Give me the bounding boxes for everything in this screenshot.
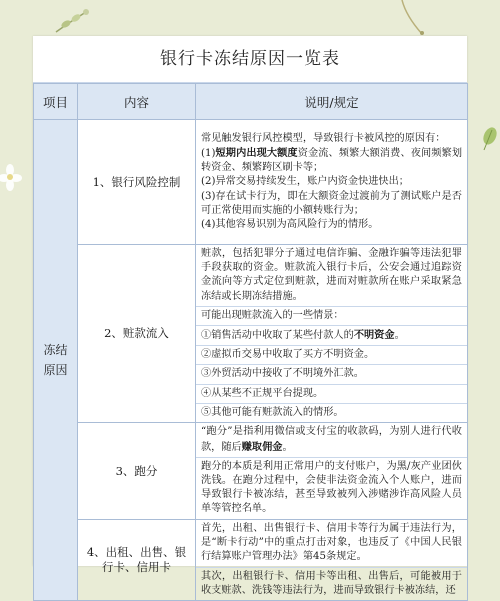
- desc-intro: 常见触发银行风控模型，导致银行卡被风控的原因有：: [201, 132, 446, 144]
- header-content: 内容: [78, 84, 196, 120]
- flower-decoration-left-icon: [0, 162, 24, 192]
- item-running-points: 3、跑分: [78, 423, 196, 520]
- desc-point: (4)其他容易识别为高风险行为的情形。: [201, 219, 379, 230]
- item-stolen-money-inflow: 2、赃款流入: [78, 245, 196, 423]
- category-label-line1: 冻结: [43, 343, 68, 358]
- header-project: 项目: [34, 84, 78, 120]
- desc-point: ③外贸活动中接收了不明境外汇款。: [201, 368, 364, 380]
- item-rent-sell-cards: 4、出租、出售、银行卡、信用卡: [78, 520, 196, 601]
- desc-point: ⑤其他可能有赃款流入的情形。: [201, 406, 344, 418]
- leaf-decoration-right-icon: [478, 126, 500, 152]
- desc-point: ②虚拟币交易中收取了买方不明资金。: [201, 349, 375, 361]
- desc-point: (2)异常交易持续发生，账户内资金快进快出；: [201, 176, 409, 188]
- header-description: 说明/规定: [196, 84, 468, 120]
- table-header-row: [34, 84, 468, 120]
- desc-point: (1)短期内出现大额度资金流、频繁大额消费、夜间频繁划转资金、频繁跨区刷卡等；: [201, 146, 463, 174]
- reasons-table: [33, 83, 468, 601]
- desc-paragraph: 其次，出租银行卡、信用卡等出租、出售后，可能被用于收支赃款、洗钱等违法行为，进而导致银行卡被冻结，还: [201, 570, 462, 596]
- desc-point: ①销售活动中收取了某些付款人的不明资金。: [201, 329, 405, 342]
- document-sheet: [33, 36, 467, 596]
- table-row: [34, 120, 468, 245]
- desc-rent-sell-cards: [196, 520, 468, 601]
- category-label-line2: 原因: [43, 363, 68, 378]
- desc-stolen-money-inflow: [196, 245, 468, 423]
- desc-intro-2: 可能出现赃款流入的一些情景：: [201, 309, 344, 321]
- desc-intro: 赃款，包括犯罪分子通过电信诈骗、金融诈骗等违法犯罪手段获取的资金。赃款流入银行卡后，公安会通过追踪资金流向等方式定位到赃款，进而对赃款所在账户采取紧急冻结或长期冻结措施。: [201, 248, 462, 302]
- table-row: [34, 245, 468, 423]
- desc-paragraph: 跑分的本质是利用正常用户的支付账户，为黑/灰产业团伙洗钱。在跑分过程中，会使非法资金流入个人账户，进而导致银行卡被冻结，甚至导致被列入涉赌涉诈高风险人员单等管控名单。: [201, 460, 462, 515]
- desc-paragraph: 首先，出租、出售银行卡、信用卡等行为属于违法行为，是“断卡行动”中的重点打击对象，也违反了《中国人民银行结算账户管理办法》第45条规定。: [201, 523, 462, 563]
- page-title: 银行卡冻结原因一览表: [33, 36, 467, 83]
- table-row: [34, 423, 468, 520]
- branch-decoration-top-right-icon: [392, 0, 432, 36]
- table-row: [34, 520, 468, 601]
- desc-bank-risk-control: [196, 120, 468, 245]
- desc-running-points: [196, 423, 468, 520]
- desc-point: (3)存在试卡行为，即在大额资金过渡前为了测试账户是否可正常使用而实施的小额转账行为；: [201, 190, 462, 216]
- leaf-decoration-top-left-icon: [52, 8, 92, 36]
- category-cell: [34, 120, 78, 601]
- item-bank-risk-control: 1、银行风险控制: [78, 120, 196, 245]
- desc-paragraph: “跑分”是指利用微信或支付宝的收款码，为别人进行代收款，随后赚取佣金。: [201, 426, 462, 453]
- desc-point: ④从某些不正规平台提现。: [201, 387, 324, 399]
